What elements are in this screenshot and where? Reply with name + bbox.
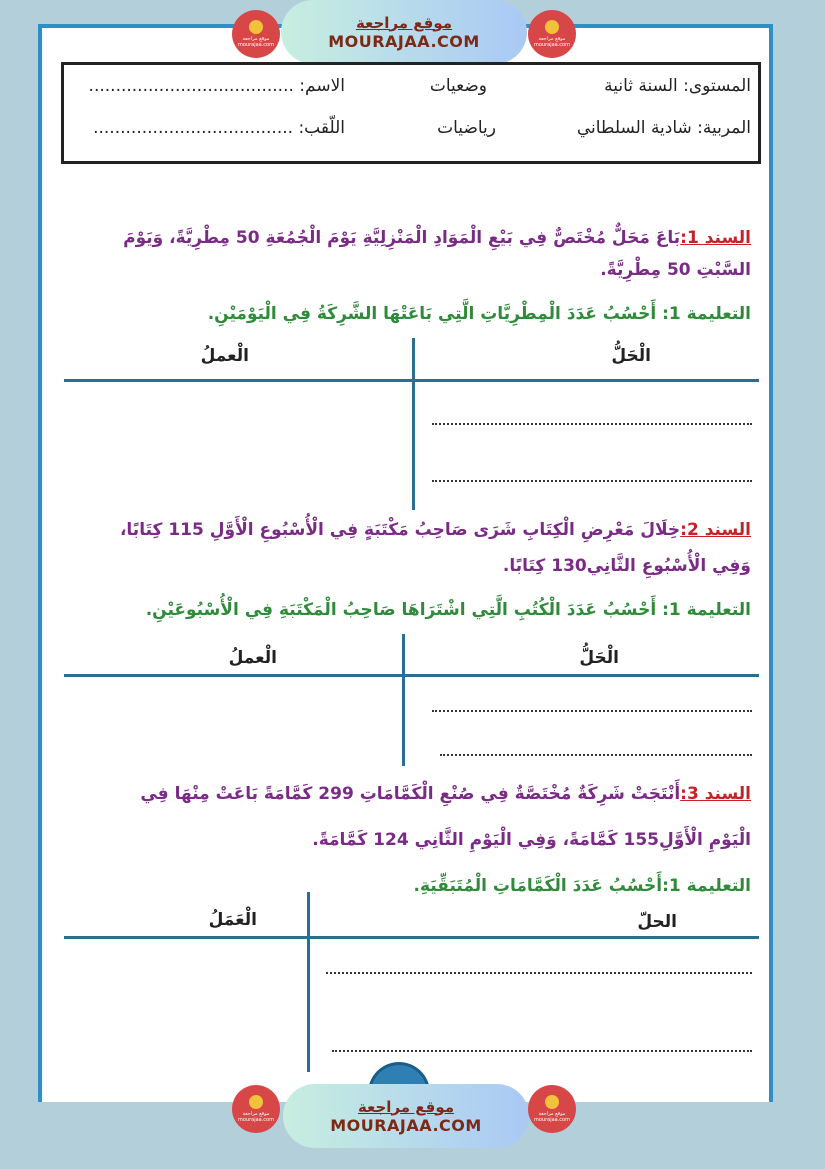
site-logo-left — [232, 10, 280, 58]
logo-text: موقع مراجعة — [538, 1111, 566, 1117]
surname-field: اللّقب: ..................................... — [93, 118, 345, 138]
problem-2-line2: وَفِي الْأُسْبُوعِ الثَّانِي130 كِتَابًا. — [502, 556, 751, 576]
problem-1-instruction: التعليمة 1: أَحْسُبُ عَدَدَ الْمِطْرِيَّاتِ الَّتِي بَاعَتْهَا الشَّرِكَةُ فِي الْيَوْمَيْنِ. — [207, 304, 751, 324]
table-2-divider — [402, 634, 405, 766]
problem-2-line1 — [120, 520, 751, 540]
problem-1-label: السند 1: — [680, 228, 751, 248]
logo-icon — [545, 20, 559, 34]
work-label-2: الْعملُ — [228, 648, 277, 668]
logo-icon — [249, 1095, 263, 1109]
problem-3-label: السند 3: — [680, 784, 751, 804]
site-logo-left-bottom — [232, 1085, 280, 1133]
answer-line[interactable] — [432, 423, 752, 425]
logo-icon — [249, 20, 263, 34]
site-banner-top[interactable] — [281, 0, 527, 64]
teacher-label: المربية: شادية السلطاني — [576, 118, 751, 138]
logo-text: موقع مراجعة — [538, 36, 566, 42]
table-2-rule — [64, 674, 759, 677]
logo-url: mourajaa.com — [533, 1117, 570, 1123]
problem-3-text: أَنْتَجَتْ شَرِكَةٌ مُخْتَصَّةٌ فِي صُنْعِ الْكَمَّامَاتِ 299 كَمَّامَةً بَاعَتْ مِنْهَا فِي — [140, 784, 681, 804]
solution-label-2: الْحَلُّ — [579, 648, 619, 668]
problem-2-label: السند 2: — [680, 520, 751, 540]
logo-url: mourajaa.com — [533, 42, 570, 48]
answer-line[interactable] — [432, 480, 752, 482]
logo-url: mourajaa.com — [237, 1117, 274, 1123]
problem-1-line2: السَّبْتِ 50 مِطْرِيَّةً. — [600, 260, 751, 280]
banner-arabic: موقع مراجعة — [355, 13, 453, 32]
subject-type: وضعيات — [429, 76, 487, 96]
problem-2-instruction: التعليمة 1: أَحْسُبُ عَدَدَ الْكُتُبِ الَّتِي اشْتَرَاهَا صَاحِبُ الْمَكْتَبَةِ فِي الْأُسْبُوعَيْنِ. — [145, 600, 751, 620]
logo-text: موقع مراجعة — [242, 36, 270, 42]
problem-1-line1 — [123, 228, 751, 248]
problem-2-text: خِلَالَ مَعْرِضِ الْكِتَابِ شَرَى صَاحِبُ مَكْتَبَةٍ فِي الْأُسْبُوعِ الْأَوَّلِ 115 كِتَابًا، — [119, 520, 681, 540]
work-label-1: الْعملُ — [200, 346, 249, 366]
answer-line[interactable] — [326, 972, 752, 974]
level-label: المستوى: السنة ثانية — [604, 76, 751, 96]
subject-label: رياضيات — [437, 118, 496, 138]
answer-line[interactable] — [440, 754, 752, 756]
problem-3-line1 — [140, 784, 751, 804]
site-logo-right-bottom — [528, 1085, 576, 1133]
problem-1-text: بَاعَ مَحَلٌّ مُخْتَصٌّ فِي بَيْعِ الْمَوَادِ الْمَنْزِلِيَّةِ يَوْمَ الْجُمُعَةِ 50 مِطْرِيَّةً، وَيَوْمَ — [123, 228, 681, 248]
table-1-divider — [412, 338, 415, 510]
banner-url: MOURAJAA.COM — [328, 31, 480, 51]
problem-3-line2: الْيَوْمِ الْأَوَّلِ155 كَمَّامَةً، وَفِي الْيَوْمِ الثَّانِي 124 كَمَّامَةً. — [312, 830, 751, 850]
table-3-rule — [64, 936, 759, 939]
logo-icon — [545, 1095, 559, 1109]
solution-label-1: الْحَلُّ — [611, 346, 651, 366]
table-3-divider — [307, 892, 310, 1072]
solution-label-3: الحلّ — [637, 912, 677, 932]
work-label-3: الْعَمَلُ — [208, 910, 257, 930]
name-field: الاسم: ...................................... — [88, 76, 345, 96]
site-banner-bottom[interactable] — [283, 1084, 529, 1148]
banner-arabic: موقع مراجعة — [357, 1097, 455, 1116]
answer-line[interactable] — [432, 710, 752, 712]
logo-url: mourajaa.com — [237, 42, 274, 48]
logo-text: موقع مراجعة — [242, 1111, 270, 1117]
site-logo-right — [528, 10, 576, 58]
answer-line[interactable] — [332, 1050, 752, 1052]
banner-url: MOURAJAA.COM — [330, 1115, 482, 1135]
problem-3-instruction: التعليمة 1:أَحْسُبُ عَدَدَ الْكَمَّامَاتِ الْمُتَبَقِّيَةِ. — [413, 876, 751, 896]
